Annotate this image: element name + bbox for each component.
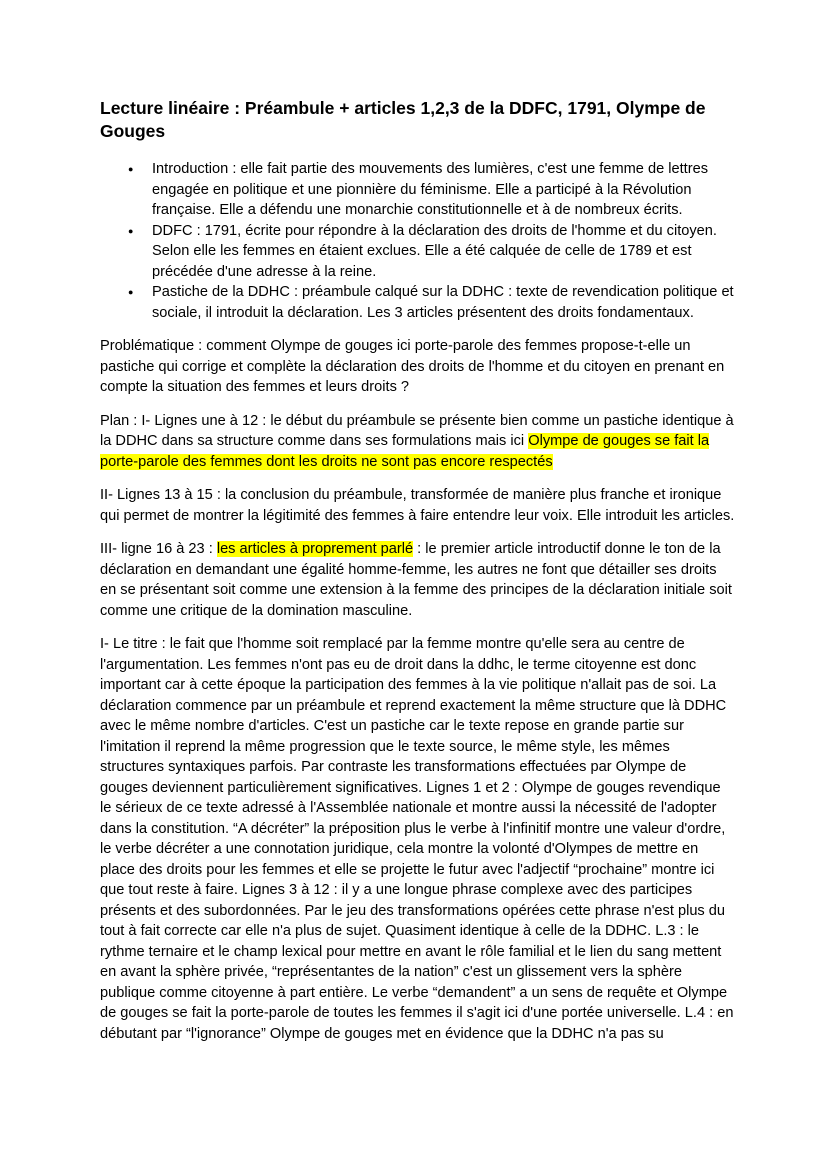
list-item-introduction xyxy=(126,159,736,221)
bullet-text-introduction: Introduction : elle fait partie des mouvements des lumières, c'est une femme de lettres engagée en politique et une pionnière du féminisme. Elle a participé à la Révolution française. Elle a défendu une monarchie constitutionnelle et à de nombreux écrits. xyxy=(152,161,708,218)
document-title: Lecture linéaire : Préambule + articles 1,2,3 de la DDFC, 1791, Olympe de Gouges xyxy=(100,98,706,141)
plan-part3-tail-text: : le premier article introductif donne le ton de la déclaration en demandant une égalité homme-femme, les autres ne font que détailler ses droits en se présentant soit comme une extension à la femme des principes de la déclaration initiale soit comme une critique de la domination masculine. xyxy=(100,541,732,619)
plan-part3-highlighted-text: les articles à proprement parlé xyxy=(216,541,414,557)
paragraph-problematique: Problématique : comment Olympe de gouges ici porte-parole des femmes propose-t-elle un pastiche qui corrige et complète la déclaration des droits de l'homme et du citoyen en prenant en compte la situation des femmes et leurs droits ? xyxy=(100,338,725,395)
bullet-icon: ● xyxy=(128,164,134,174)
bullet-icon: ● xyxy=(128,287,134,297)
bullet-icon: ● xyxy=(128,225,134,236)
paragraph-plan-part3 xyxy=(100,539,736,621)
bullet-text-pastiche: Pastiche de la DDHC : préambule calqué sur la DDHC : texte de revendication politique et sociale, il introduit la déclaration. Les 3 articles présentent des droits fondamentaux. xyxy=(152,284,734,321)
bullet-list xyxy=(100,159,736,323)
plan-part3-lead-text: III- ligne 16 à 23 : xyxy=(100,541,217,557)
paragraph-plan-part2: II- Lignes 13 à 15 : la conclusion du préambule, transformée de manière plus franche et ironique qui permet de montrer la légitimité des femmes à faire entendre leur voix. Elle introduit les articles. xyxy=(100,487,735,524)
paragraph-plan-part1 xyxy=(100,411,736,473)
plan-part1-highlighted-text: Olympe de gouges se fait la porte-parole des femmes dont les droits ne sont pas encore respectés xyxy=(100,433,710,470)
bullet-text-ddfc: DDFC : 1791, écrite pour répondre à la déclaration des droits de l'homme et du citoyen. Selon elle les femmes en étaient exclues. Elle a été calquée de celle de 1789 et est précédée d'une adresse à la reine. xyxy=(152,222,717,280)
list-item-ddfc xyxy=(126,221,736,283)
list-item-pastiche xyxy=(126,282,736,323)
paragraph-analysis: I- Le titre : le fait que l'homme soit remplacé par la femme montre qu'elle sera au centre de l'argumentation. Les femmes n'ont pas eu de droit dans la ddhc, le terme citoyenne est donc important car à cette époque la participation des femmes à la vie politique n'allait pas de soi. La déclaration commence par un préambule et reprend exactement la même structure que là DDHC avec le même nombre d'articles. C'est un pastiche car le texte repose en grande partie sur l'imitation il reprend la même progression que le texte source, le même style, les mêmes structures syntaxiques parfois. Par contraste les transformations effectuées par Olympe de gouges deviennent particulièrement significatives. Lignes 1 et 2 : Olympe de gouges revendique le sérieux de ce texte adressé à l'Assemblée nationale et montre aussi la nécessité de l'adopter dans la constitution. “A décréter” la préposition plus le verbe à l'infinitif montre une valeur d'ordre, le verbe décréter a une connotation juridique, cela montre la volonté d'Olympes de mettre en place des droits pour les femmes et elle se projette le futur avec l'adjectif “prochaine” montre ici que tout reste à faire. Lignes 3 à 12 : il y a une longue phrase complexe avec des participes présents et des subordonnées. Par le jeu des transformations opérées cette phrase n'est plus du tout à fait correcte car elle n'a plus de sujet. Quasiment identique à celle de la DDHC. L.3 : le rythme ternaire et le champ lexical pour mettre en avant le rôle familial et le lien du sang mettent en avant la sphère privée, “représentantes de la nation” c'est un glissement vers la sphère publique comme citoyenne à part entière. Le verbe “demandent” a un sens de requête et Olympe de gouges se fait la porte-parole de toutes les femmes il s'agit ici d'une portée universelle. L.4 : en débutant par “l'ignorance” Olympe de gouges met en évidence que la DDHC n'a pas su xyxy=(100,636,734,1042)
plan-part1-text: Plan : I- Lignes une à 12 : le début du préambule se présente bien comme un pastiche identique à la DDHC dans sa structure comme dans ses formulations mais ici xyxy=(100,412,734,449)
